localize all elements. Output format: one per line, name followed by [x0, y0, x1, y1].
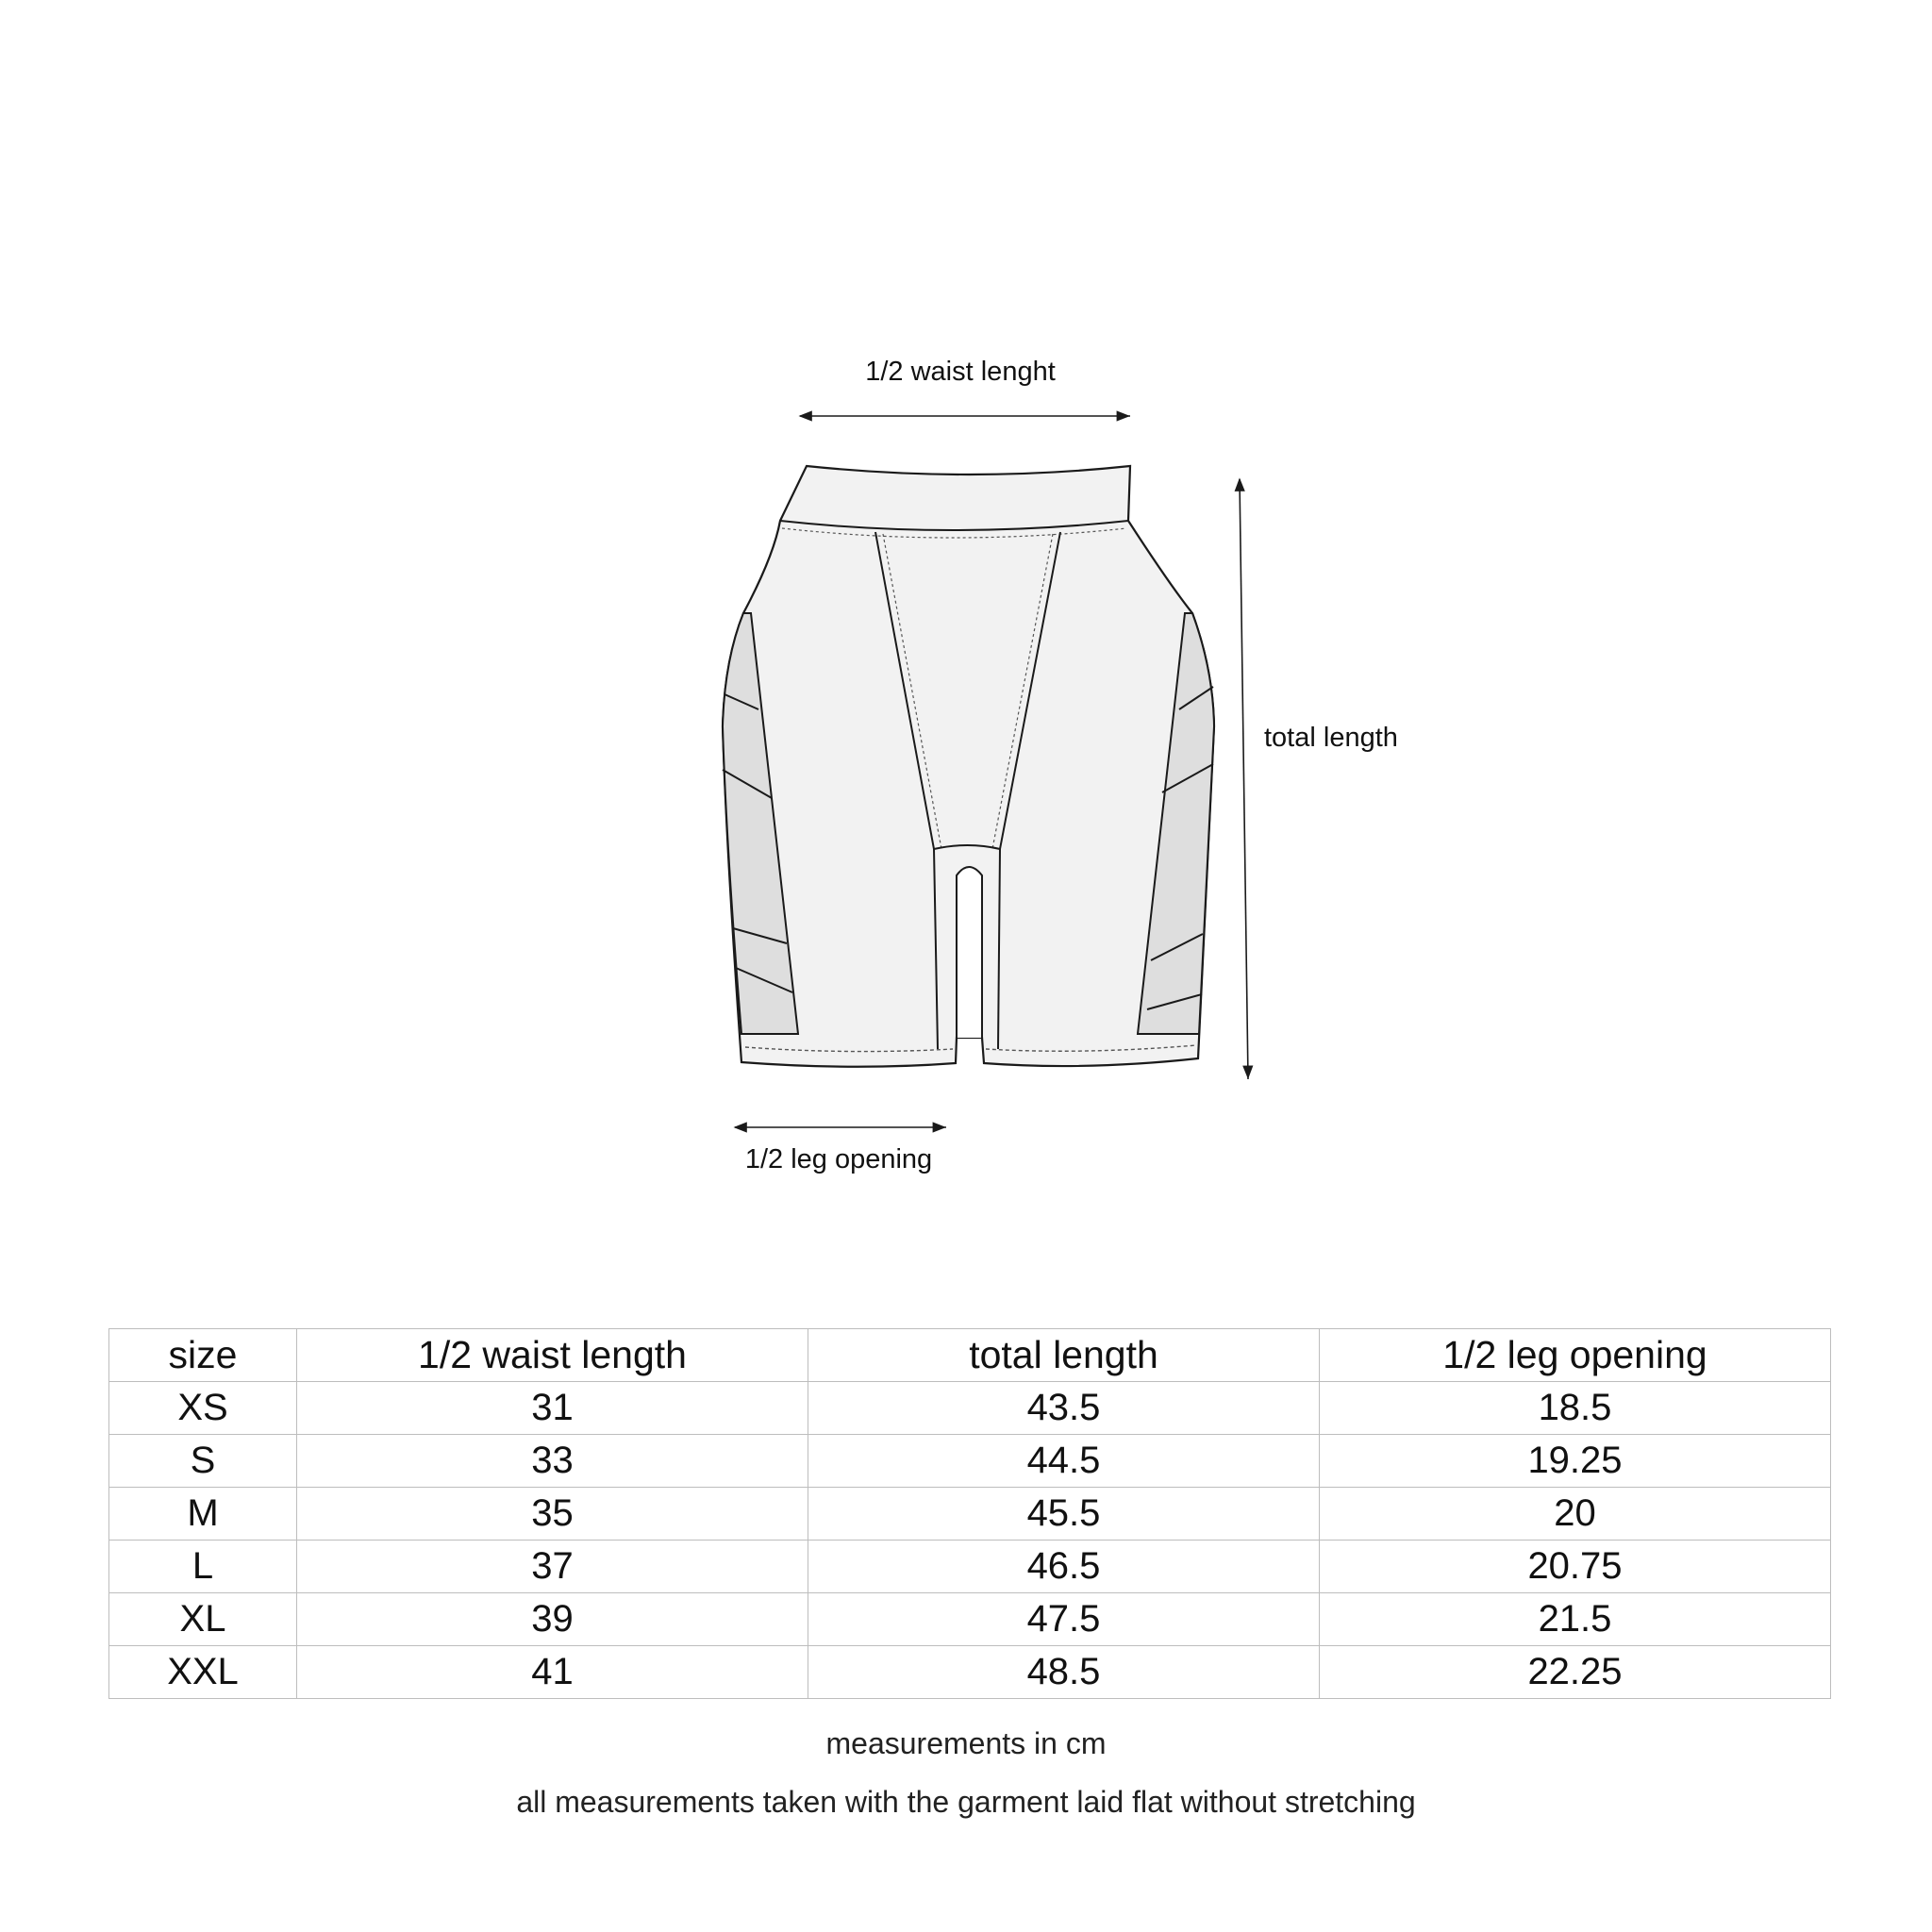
header-leg-opening: 1/2 leg opening	[1320, 1329, 1831, 1382]
units-note: measurements in cm	[825, 1726, 1107, 1760]
cell-total-length: 47.5	[808, 1593, 1320, 1646]
crotch-slit	[957, 867, 982, 1038]
cell-total-length: 44.5	[808, 1435, 1320, 1488]
cell-waist: 31	[297, 1382, 808, 1435]
header-total-length: total length	[808, 1329, 1320, 1382]
total-length-arrow	[1240, 479, 1248, 1079]
header-waist: 1/2 waist length	[297, 1329, 808, 1382]
cell-leg-opening: 19.25	[1320, 1435, 1831, 1488]
cell-leg-opening: 20	[1320, 1488, 1831, 1541]
table-header-row	[109, 1329, 1831, 1382]
measurement-method-note: all measurements taken with the garment laid flat without stretching	[516, 1785, 1416, 1819]
table-row	[109, 1382, 1831, 1435]
table-row	[109, 1593, 1831, 1646]
cell-waist: 39	[297, 1593, 808, 1646]
cell-leg-opening: 22.25	[1320, 1646, 1831, 1699]
cell-waist: 35	[297, 1488, 808, 1541]
cell-size: S	[109, 1435, 297, 1488]
cell-waist: 37	[297, 1541, 808, 1593]
cell-total-length: 45.5	[808, 1488, 1320, 1541]
cell-waist: 41	[297, 1646, 808, 1699]
cell-leg-opening: 20.75	[1320, 1541, 1831, 1593]
cell-size: XL	[109, 1593, 297, 1646]
cell-total-length: 43.5	[808, 1382, 1320, 1435]
total-length-label: total length	[1264, 723, 1398, 753]
table-row	[109, 1541, 1831, 1593]
table-row	[109, 1488, 1831, 1541]
table-row	[109, 1646, 1831, 1699]
table-row	[109, 1435, 1831, 1488]
cell-total-length: 46.5	[808, 1541, 1320, 1593]
size-chart-table	[108, 1328, 1831, 1699]
header-size: size	[109, 1329, 297, 1382]
waist-length-label: 1/2 waist lenght	[865, 357, 1056, 387]
cell-size: M	[109, 1488, 297, 1541]
cell-leg-opening: 18.5	[1320, 1382, 1831, 1435]
cell-size: XS	[109, 1382, 297, 1435]
cell-total-length: 48.5	[808, 1646, 1320, 1699]
cell-waist: 33	[297, 1435, 808, 1488]
leg-opening-label: 1/2 leg opening	[744, 1144, 933, 1174]
cell-leg-opening: 21.5	[1320, 1593, 1831, 1646]
cell-size: XXL	[109, 1646, 297, 1699]
cell-size: L	[109, 1541, 297, 1593]
